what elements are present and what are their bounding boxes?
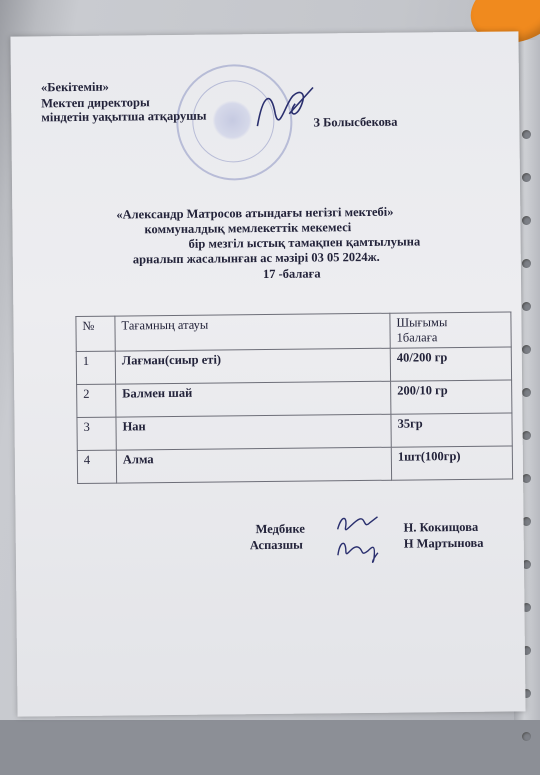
header-dish-name: Тағамның атауы	[115, 313, 390, 351]
row-qty: 40/200 гр	[390, 347, 511, 381]
approver-role-line1: Мектеп директоры	[41, 95, 150, 111]
table-row	[77, 446, 512, 484]
header-quantity-line1: Шығымы	[396, 315, 448, 330]
title-line5: 17 -балаға	[262, 266, 321, 282]
row-num: 1	[76, 351, 115, 384]
row-qty: 1шт(100гр)	[391, 446, 512, 480]
table-row	[77, 413, 512, 451]
approver-role-line2: міндетін уақытша атқарушы	[41, 108, 207, 125]
cook-name: Н Мартынова	[403, 535, 484, 551]
menu-table	[75, 311, 513, 484]
header-quantity-line2: 1балаға	[396, 330, 438, 345]
table-row	[77, 380, 512, 418]
title-line3: бір мезгіл ыстық тамақпен қамтылуына	[188, 234, 421, 251]
director-signature	[249, 83, 320, 134]
table-header-row	[76, 312, 511, 352]
row-qty: 35гр	[391, 413, 512, 447]
header-num: №	[76, 316, 115, 351]
row-qty: 200/10 гр	[391, 380, 512, 414]
title-line4: арналып жасалынған ас мәзірі 03 05 2024ж.	[132, 249, 380, 267]
approve-label: «Бекітемін»	[40, 79, 109, 95]
row-dish: Алма	[116, 447, 391, 483]
row-num: 4	[77, 450, 116, 483]
row-dish: Балмен шай	[116, 381, 391, 417]
row-dish: Лағман(сиыр еті)	[115, 348, 390, 384]
nurse-name: Н. Кокищова	[403, 519, 479, 535]
title-line1: «Александр Матросов атындағы негізгі мектебі»	[116, 204, 394, 222]
table-row	[76, 347, 511, 385]
title-line2: коммуналдық мемлекеттік мекемесі	[144, 220, 352, 237]
document-page	[10, 31, 525, 716]
approver-name: З Болысбекова	[313, 114, 398, 130]
header-quantity	[390, 312, 511, 348]
footer-role-nurse: Медбике	[255, 521, 305, 537]
cook-signature	[334, 533, 382, 568]
footer-role-cook: Аспазшы	[249, 537, 303, 553]
row-num: 2	[77, 384, 116, 417]
row-dish: Нан	[116, 414, 391, 450]
row-num: 3	[77, 417, 116, 450]
